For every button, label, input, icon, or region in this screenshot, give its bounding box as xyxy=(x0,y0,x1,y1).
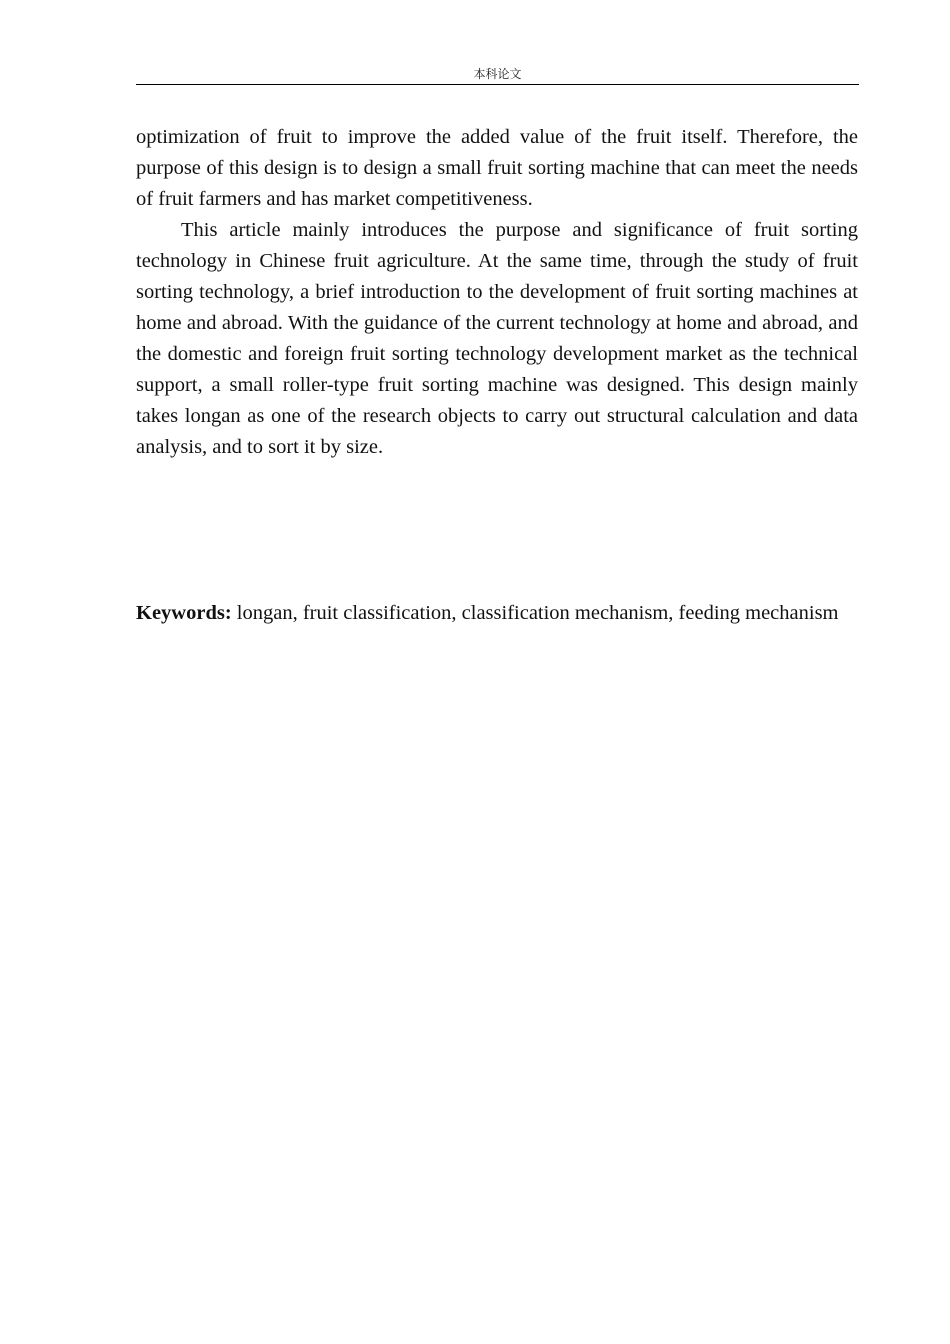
abstract-paragraph-2: This article mainly introduces the purpose and significance of fruit sorting technology in Chinese fruit agriculture. At the same time, through the study of fruit sorting technology, a brief introduction to the development of fruit sorting machines at home and abroad. With the guidance of the current technology at home and abroad, and the domestic and foreign fruit sorting technology development market as the technical support, a small roller-type fruit sorting machine was designed. This design mainly takes longan as one of the research objects to carry out structural calculation and data analysis, and to sort it by size. xyxy=(136,219,858,458)
keywords-label: Keywords: xyxy=(136,602,232,624)
abstract-paragraph-1: optimization of fruit to improve the added value of the fruit itself. Therefore, the purpose of this design is to design a small fruit sorting machine that can meet the needs of fruit farmers and has market competitiveness. xyxy=(136,126,858,210)
keywords-text: longan, fruit classification, classification mechanism, feeding mechanism xyxy=(236,602,839,624)
page-header xyxy=(136,66,859,85)
keywords-section xyxy=(136,598,858,629)
header-title: 本科论文 xyxy=(473,67,522,81)
abstract-body xyxy=(136,122,858,463)
